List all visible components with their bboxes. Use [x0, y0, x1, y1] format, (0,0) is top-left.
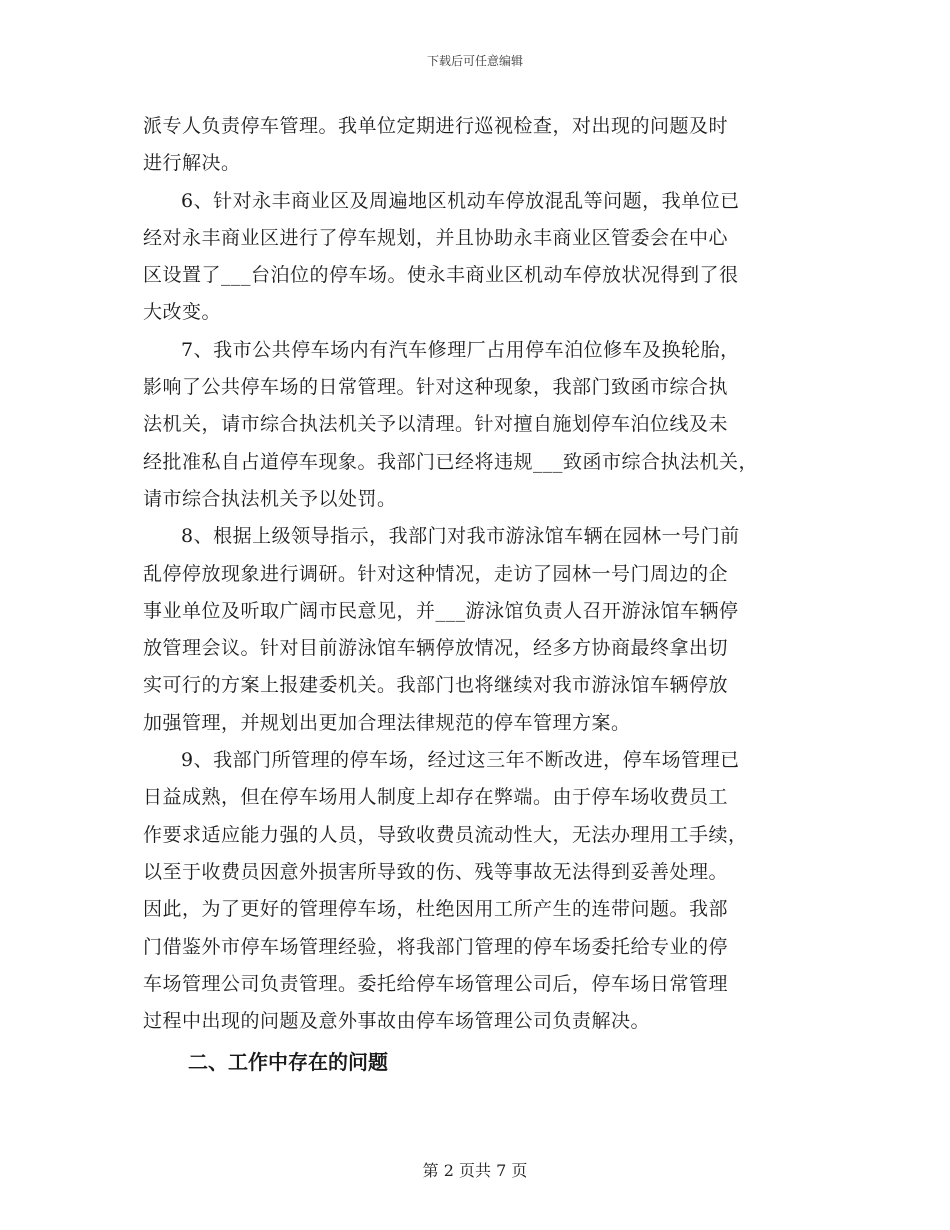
text-line: 实可行的方案上报建委机关。我部门也将继续对我市游泳馆车辆停放 [143, 674, 729, 697]
text-line: 以至于收费员因意外损害所导致的伤、残等事故无法得到妥善处理。 [143, 860, 729, 883]
text-line: 经对永丰商业区进行了停车规划，并且协助永丰商业区管委会在中心 [143, 226, 729, 249]
paragraph [143, 518, 818, 742]
text-line: 事业单位及听取广阔市民意见，并___游泳馆负责人召开游泳馆车辆停 [143, 599, 739, 622]
text-line: 7、我市公共停车场内有汽车修理厂占用停车泊位修车及换轮胎， [181, 338, 740, 361]
page-number: 第 2 页共 7 页 [422, 1161, 528, 1180]
text-line: 8、根据上级领导指示，我部门对我市游泳馆车辆在园林一号门前 [181, 525, 740, 548]
text-line: 9、我部门所管理的停车场，经过这三年不断改进，停车场管理已 [181, 749, 740, 772]
text-line: 因此，为了更好的管理停车场，杜绝因用工所产生的连带问题。我部 [143, 898, 729, 921]
document-body [143, 108, 818, 1082]
text-line: 法机关，请市综合执法机关予以清理。针对擅自施划停车泊位线及未 [143, 413, 729, 436]
page-header: 下载后可任意编辑 [426, 54, 523, 68]
text-line: 请市综合执法机关予以处罚。 [143, 487, 397, 510]
text-line: 作要求适应能力强的人员，导致收费员流动性大，无法办理用工手续， [143, 823, 748, 846]
text-line: 6、针对永丰商业区及周遍地区机动车停放混乱等问题，我单位已 [181, 189, 740, 212]
paragraph [143, 108, 818, 183]
paragraph [143, 742, 818, 1040]
text-line: 经批准私自占道停车现象。我部门已经将违规___致函市综合执法机关， [143, 450, 759, 473]
paragraph [143, 183, 818, 332]
paragraph [143, 332, 818, 518]
text-line: 大改变。 [143, 301, 222, 324]
text-line: 车场管理公司负责管理。委托给停车场管理公司后，停车场日常管理 [143, 972, 729, 995]
text-line: 日益成熟，但在停车场用人制度上却存在弊端。由于停车场收费员工 [143, 786, 729, 809]
text-line: 进行解决。 [143, 152, 241, 175]
text-line: 影响了公共停车场的日常管理。针对这种现象，我部门致函市综合执 [143, 376, 729, 399]
text-line: 放管理会议。针对目前游泳馆车辆停放情况，经多方协商最终拿出切 [143, 637, 729, 660]
text-line: 门借鉴外市停车场管理经验，将我部门管理的停车场委托给专业的停 [143, 935, 729, 958]
text-line: 乱停停放现象进行调研。针对这种情况，走访了园林一号门周边的企 [143, 562, 729, 585]
text-line: 区设置了___台泊位的停车场。使永丰商业区机动车停放状况得到了很 [143, 264, 739, 287]
text-line: 加强管理，并规划出更加合理法律规范的停车管理方案。 [143, 711, 631, 734]
section-heading: 二、工作中存在的问题 [188, 1050, 388, 1075]
text-line: 过程中出现的问题及意外事故由停车场管理公司负责解决。 [143, 1010, 651, 1033]
text-line: 派专人负责停车管理。我单位定期进行巡视检查，对出现的问题及时 [143, 115, 729, 137]
